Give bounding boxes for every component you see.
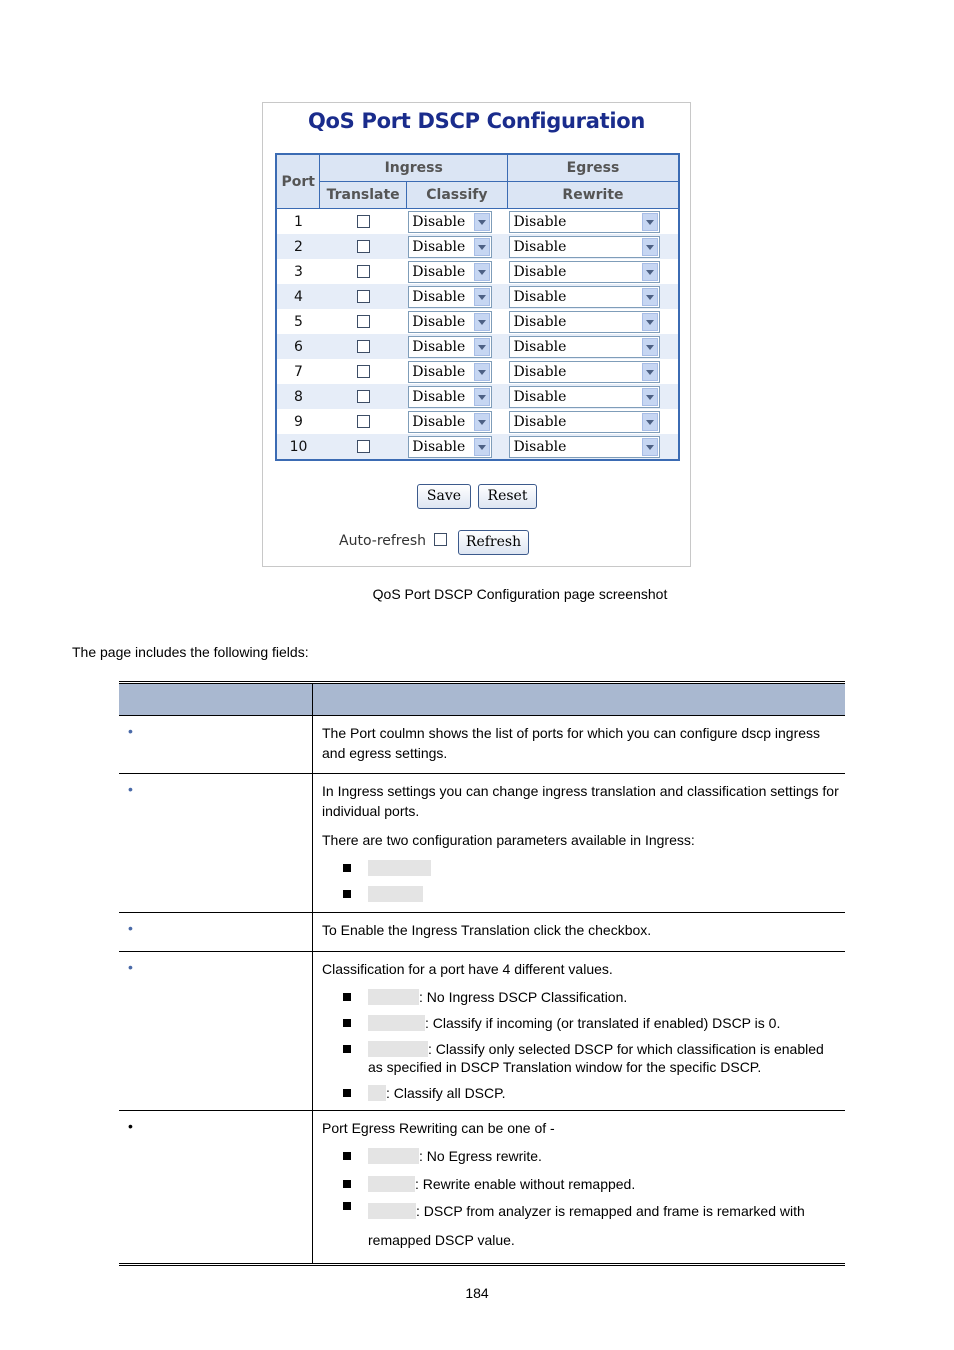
chevron-down-icon (474, 213, 490, 231)
translate-checkbox[interactable] (357, 365, 370, 378)
classify-value: Disable (412, 313, 466, 330)
port-number: 5 (276, 309, 320, 334)
translate-checkbox[interactable] (357, 265, 370, 278)
table-row (119, 716, 845, 774)
rewrite-header: Rewrite (507, 182, 679, 209)
redacted-term (368, 1085, 386, 1101)
chevron-down-icon (642, 438, 658, 456)
classify-item-text: : Classify only selected DSCP for which classification is enabled as specified in DSCP Translation window for the specific DSCP. (368, 1041, 824, 1075)
classify-select[interactable] (408, 361, 492, 383)
rewrite-select[interactable] (509, 411, 660, 433)
translate-checkbox[interactable] (357, 240, 370, 253)
table-row (276, 409, 679, 434)
classify-value: Disable (412, 238, 466, 255)
classify-select[interactable] (408, 411, 492, 433)
translate-description: To Enable the Ingress Translation click the checkbox. (322, 922, 652, 938)
translate-checkbox[interactable] (357, 315, 370, 328)
classify-value: Disable (412, 213, 466, 230)
translate-checkbox[interactable] (357, 415, 370, 428)
classify-description: Classification for a port have 4 different values. (322, 961, 613, 977)
table-row (276, 234, 679, 259)
rewrite-select[interactable] (509, 336, 660, 358)
bullet-icon: • (128, 920, 133, 936)
rewrite-value: Disable (513, 363, 567, 380)
classify-value: Disable (412, 338, 466, 355)
redacted-term (368, 1148, 419, 1164)
rewrite-select[interactable] (509, 386, 660, 408)
rewrite-value: Disable (513, 263, 567, 280)
chevron-down-icon (642, 288, 658, 306)
port-number: 7 (276, 359, 320, 384)
port-number: 6 (276, 334, 320, 359)
auto-refresh-label: Auto-refresh (339, 533, 427, 549)
rewrite-value: Disable (513, 388, 567, 405)
classify-select[interactable] (408, 211, 492, 233)
port-header: Port (276, 154, 320, 209)
refresh-button[interactable]: Refresh (458, 530, 529, 555)
redacted-term (368, 860, 431, 876)
translate-checkbox[interactable] (357, 340, 370, 353)
classify-select[interactable] (408, 261, 492, 283)
page-title: QoS Port DSCP Configuration (307, 109, 646, 133)
fields-header-row (119, 683, 845, 716)
rewrite-value: Disable (513, 238, 567, 255)
rewrite-select[interactable] (509, 436, 660, 458)
list-item (342, 1014, 839, 1032)
translate-header: Translate (320, 182, 406, 209)
rewrite-value: Disable (513, 413, 567, 430)
list-item (342, 988, 839, 1006)
classify-value: Disable (412, 363, 466, 380)
classify-select[interactable] (408, 336, 492, 358)
translate-checkbox[interactable] (357, 390, 370, 403)
rewrite-value: Disable (513, 213, 567, 230)
redacted-term (368, 886, 423, 902)
classify-value: Disable (412, 288, 466, 305)
classify-select[interactable] (408, 436, 492, 458)
table-row (276, 284, 679, 309)
classify-item-text: : No Ingress DSCP Classification. (419, 989, 628, 1005)
classify-value-list (322, 988, 839, 1102)
chevron-down-icon (642, 238, 658, 256)
classify-select[interactable] (408, 311, 492, 333)
rewrite-description: Port Egress Rewriting can be one of - (322, 1120, 555, 1136)
rewrite-select[interactable] (509, 311, 660, 333)
port-description: The Port coulmn shows the list of ports for which you can configure dscp ingress and egress settings. (322, 725, 821, 761)
chevron-down-icon (474, 338, 490, 356)
figure-caption: QoS Port DSCP Configuration page screenshot (372, 586, 668, 602)
classify-select[interactable] (408, 236, 492, 258)
auto-refresh-checkbox[interactable] (434, 533, 447, 546)
bullet-icon: • (128, 959, 133, 975)
rewrite-value: Disable (513, 313, 567, 330)
chevron-down-icon (474, 388, 490, 406)
table-row (119, 952, 845, 1111)
rewrite-select[interactable] (509, 261, 660, 283)
list-item (342, 1040, 839, 1076)
classify-item-text: : Classify if incoming (or translated if enabled) DSCP is 0. (425, 1015, 781, 1031)
port-number: 2 (276, 234, 320, 259)
translate-checkbox[interactable] (357, 290, 370, 303)
bullet-icon: • (128, 1118, 133, 1134)
classify-value: Disable (412, 438, 466, 455)
config-screenshot (262, 102, 691, 567)
chevron-down-icon (642, 388, 658, 406)
list-item (342, 1084, 839, 1102)
rewrite-value: Disable (513, 288, 567, 305)
port-number: 4 (276, 284, 320, 309)
object-header (119, 683, 313, 716)
classify-select[interactable] (408, 286, 492, 308)
chevron-down-icon (474, 438, 490, 456)
fields-table (119, 681, 845, 1266)
translate-checkbox[interactable] (357, 440, 370, 453)
port-number: 8 (276, 384, 320, 409)
redacted-term (368, 1203, 416, 1219)
chevron-down-icon (642, 363, 658, 381)
chevron-down-icon (474, 238, 490, 256)
rewrite-select[interactable] (509, 286, 660, 308)
classify-value: Disable (412, 413, 466, 430)
table-row (119, 1111, 845, 1265)
chevron-down-icon (474, 288, 490, 306)
rewrite-select[interactable] (509, 236, 660, 258)
ingress-parameters-text: There are two configuration parameters available in Ingress: (322, 832, 695, 848)
ingress-description: In Ingress settings you can change ingress translation and classification settings for individual ports. (322, 783, 839, 819)
rewrite-select[interactable] (509, 211, 660, 233)
list-item (342, 885, 839, 903)
rewrite-select[interactable] (509, 361, 660, 383)
chevron-down-icon (642, 413, 658, 431)
table-row (276, 309, 679, 334)
rewrite-value: Disable (513, 438, 567, 455)
list-item (342, 1197, 839, 1255)
ingress-header: Ingress (320, 154, 507, 182)
classify-select[interactable] (408, 386, 492, 408)
table-row (276, 334, 679, 359)
port-number: 9 (276, 409, 320, 434)
table-row (119, 774, 845, 913)
table-row (276, 384, 679, 409)
classify-value: Disable (412, 263, 466, 280)
classify-value: Disable (412, 388, 466, 405)
redacted-term (368, 1015, 425, 1031)
rewrite-item-text: : No Egress rewrite. (419, 1148, 542, 1164)
page-number: 184 (465, 1285, 489, 1301)
rewrite-item-text: : DSCP from analyzer is remapped and frame is remarked with remapped DSCP value. (368, 1203, 805, 1248)
ingress-parameter-list (322, 859, 839, 903)
list-item (342, 1175, 839, 1193)
table-row (276, 209, 679, 235)
intro-text: The page includes the following fields: (72, 644, 309, 660)
egress-header: Egress (507, 154, 679, 182)
list-item (342, 859, 839, 877)
chevron-down-icon (642, 213, 658, 231)
classify-item-text: : Classify all DSCP. (386, 1085, 506, 1101)
translate-checkbox[interactable] (357, 215, 370, 228)
rewrite-value-list (322, 1147, 839, 1255)
chevron-down-icon (642, 338, 658, 356)
chevron-down-icon (474, 413, 490, 431)
rewrite-item-text: : Rewrite enable without remapped. (415, 1176, 636, 1192)
rewrite-value: Disable (513, 338, 567, 355)
bullet-icon: • (128, 723, 133, 739)
port-dscp-table (275, 153, 680, 461)
port-number: 1 (276, 209, 320, 235)
description-header (313, 683, 846, 716)
chevron-down-icon (474, 263, 490, 281)
redacted-term (368, 989, 419, 1005)
port-number: 10 (276, 434, 320, 460)
chevron-down-icon (474, 363, 490, 381)
table-row (276, 259, 679, 284)
bullet-icon: • (128, 781, 133, 797)
redacted-term (368, 1041, 428, 1057)
list-item (342, 1147, 839, 1165)
chevron-down-icon (474, 313, 490, 331)
table-row (276, 359, 679, 384)
classify-header: Classify (406, 182, 507, 209)
save-button[interactable]: Save (417, 484, 471, 509)
table-row (119, 913, 845, 952)
port-number: 3 (276, 259, 320, 284)
chevron-down-icon (642, 263, 658, 281)
redacted-term (368, 1176, 415, 1192)
table-row (276, 434, 679, 460)
reset-button[interactable]: Reset (478, 484, 537, 509)
chevron-down-icon (642, 313, 658, 331)
